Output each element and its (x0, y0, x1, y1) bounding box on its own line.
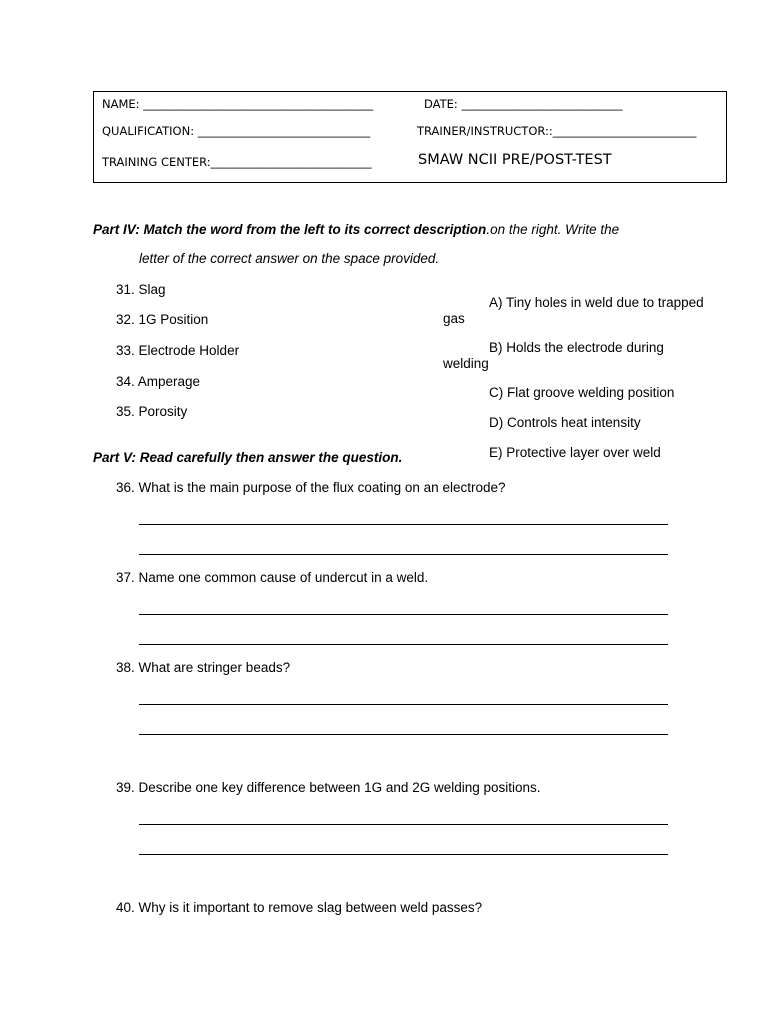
answer-line[interactable] (139, 614, 668, 615)
match-item-32: 32. 1G Position (116, 312, 209, 327)
answer-line[interactable] (139, 854, 668, 855)
answer-line[interactable] (139, 734, 668, 735)
choice-b-cont: welding (443, 356, 489, 371)
question-37: 37. Name one common cause of undercut in a weld. (116, 570, 429, 585)
choice-c: C) Flat groove welding position (489, 385, 675, 400)
answer-line[interactable] (139, 524, 668, 525)
match-item-33: 33. Electrode Holder (116, 343, 240, 358)
part5-instruction: Part V: Read carefully then answer the question. (93, 450, 403, 465)
part4-instruction-rest: .on the right. Write the (486, 222, 620, 237)
part4-instruction (93, 222, 619, 237)
answer-line[interactable] (139, 644, 668, 645)
training-center-field[interactable]: TRAINING CENTER:____________________________ (102, 155, 372, 169)
qualification-field[interactable]: QUALIFICATION: ______________________________ (102, 124, 371, 138)
choice-d: D) Controls heat intensity (489, 415, 641, 430)
trainer-field[interactable]: TRAINER/INSTRUCTOR::_________________________ (417, 124, 697, 138)
choice-e: E) Protective layer over weld (489, 445, 661, 460)
answer-line[interactable] (139, 554, 668, 555)
choice-a: A) Tiny holes in weld due to trapped (489, 295, 704, 310)
answer-line[interactable] (139, 824, 668, 825)
test-title: SMAW NCII PRE/POST-TEST (418, 152, 612, 168)
question-40: 40. Why is it important to remove slag between weld passes? (116, 900, 483, 915)
name-field[interactable]: NAME: ________________________________________ (102, 97, 374, 111)
match-item-31: 31. Slag (116, 282, 166, 297)
part4-instruction-line2: letter of the correct answer on the space provided. (139, 251, 440, 266)
choice-a-cont: gas (443, 311, 465, 326)
question-36: 36. What is the main purpose of the flux coating on an electrode? (116, 480, 506, 495)
match-item-34: 34. Amperage (116, 374, 201, 389)
choice-b: B) Holds the electrode during (489, 340, 664, 355)
answer-line[interactable] (139, 704, 668, 705)
question-39: 39. Describe one key difference between 1G and 2G welding positions. (116, 780, 541, 795)
date-field[interactable]: DATE: ____________________________ (424, 97, 623, 111)
match-item-35: 35. Porosity (116, 404, 188, 419)
question-38: 38. What are stringer beads? (116, 660, 291, 675)
part4-instruction-bold: Part IV: Match the word from the left to its correct description (93, 222, 487, 237)
